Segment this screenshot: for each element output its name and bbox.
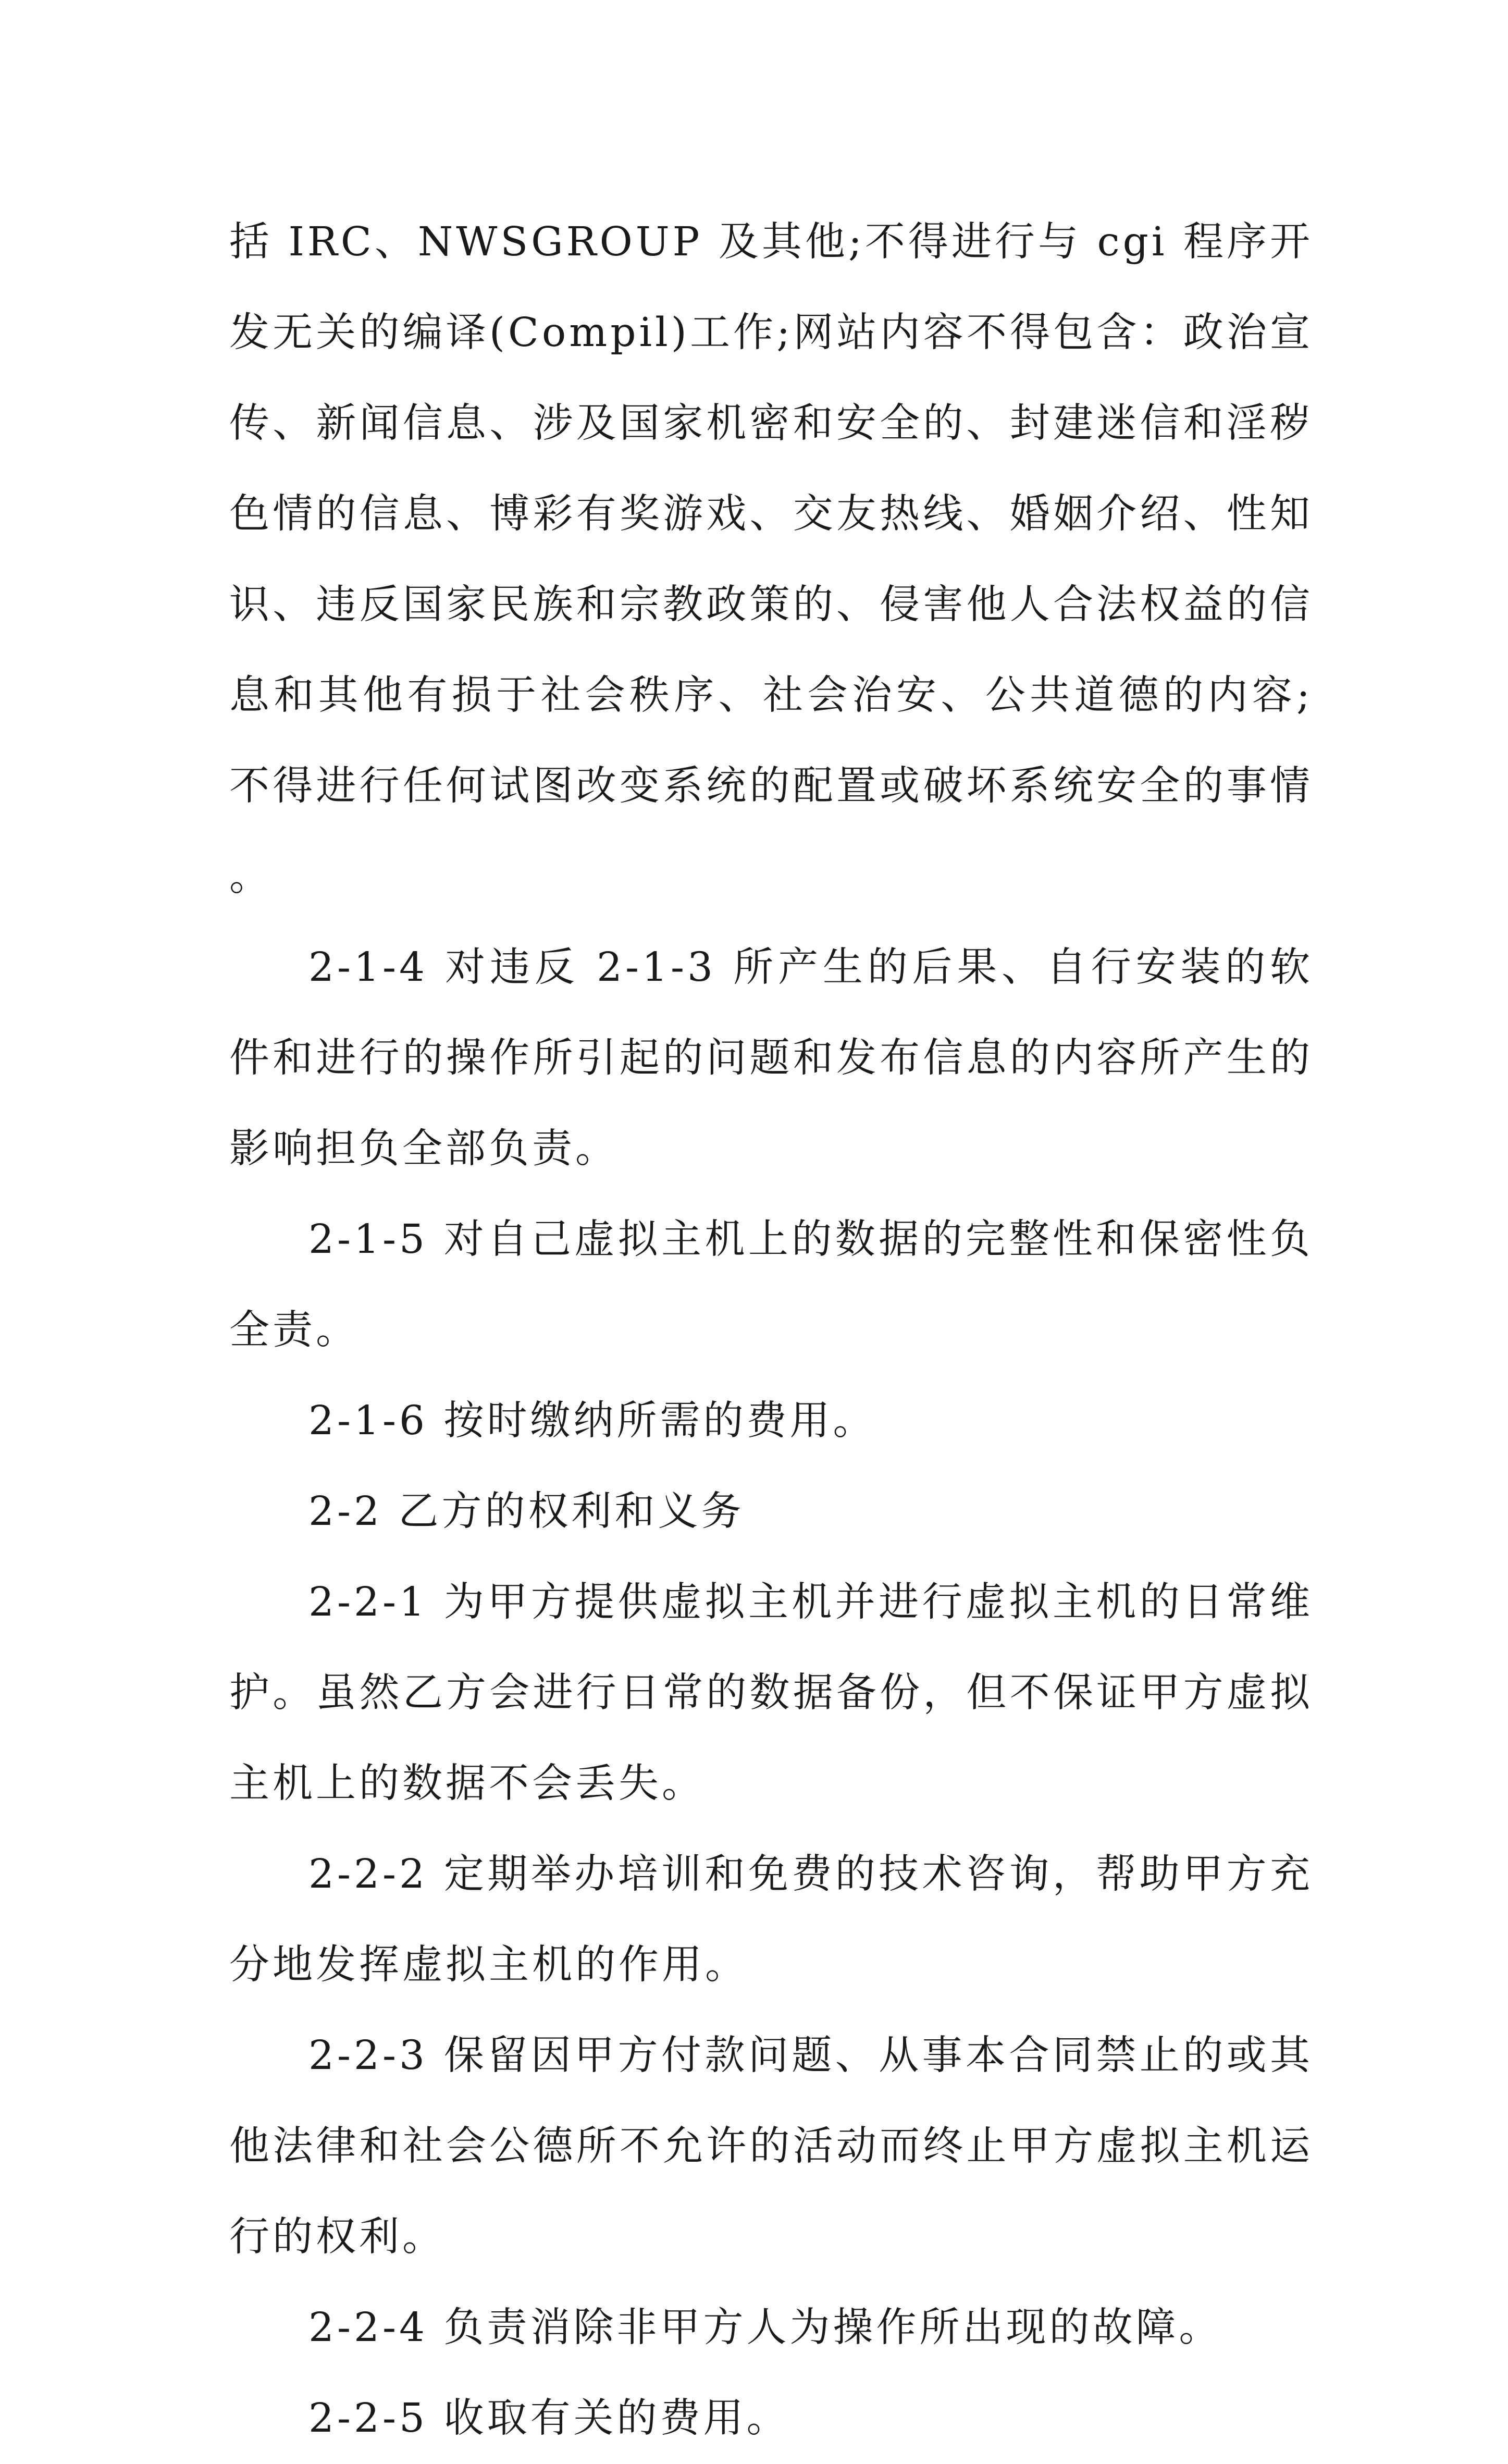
document-body [229,197,1313,2464]
paragraph-continuation: 括 IRC、NWSGROUP 及其他;不得进行与 cgi 程序开发无关的编译(Compil)工作;网站内容不得包含：政治宣传、新闻信息、涉及国家机密和安全的、封建迷信和淫秽色情的信息、博彩有奖游戏、交友热线、婚姻介绍、性知识、违反国家民族和宗教政策的、侵害他人合法权益的信息和其他有损于社会秩序、社会治安、公共道德的内容;不得进行任何试图改变系统的配置或破坏系统安全的事情。 [229,219,1313,900]
paragraph-2-2-5: 2-2-5 收取有关的费用。 [308,2395,790,2442]
paragraph-2-1-4: 2-1-4 对违反 2-1-3 所产生的后果、自行安装的软件和进行的操作所引起的问题和发布信息的内容所产生的影响担负全部负责。 [229,944,1313,1172]
paragraph-2-2-3: 2-2-3 保留因甲方付款问题、从事本合同禁止的或其他法律和社会公德所不允许的活动而终止甲方虚拟主机运行的权利。 [229,2032,1313,2260]
paragraph-2-1-5: 2-1-5 对自己虚拟主机上的数据的完整性和保密性负全责。 [229,1216,1313,1353]
paragraph-2-1-6: 2-1-6 按时缴纳所需的费用。 [308,1398,876,1444]
section-heading-2-2: 2-2 乙方的权利和义务 [308,1488,745,1535]
paragraph-2-2-1: 2-2-1 为甲方提供虚拟主机并进行虚拟主机的日常维护。虽然乙方会进行日常的数据备份，但不保证甲方虚拟主机上的数据不会丢失。 [229,1579,1313,1807]
paragraph-2-2-2: 2-2-2 定期举办培训和免费的技术咨询，帮助甲方充分地发挥虚拟主机的作用。 [229,1851,1313,1988]
paragraph-2-2-4: 2-2-4 负责消除非甲方人为操作所出现的故障。 [308,2305,1222,2351]
